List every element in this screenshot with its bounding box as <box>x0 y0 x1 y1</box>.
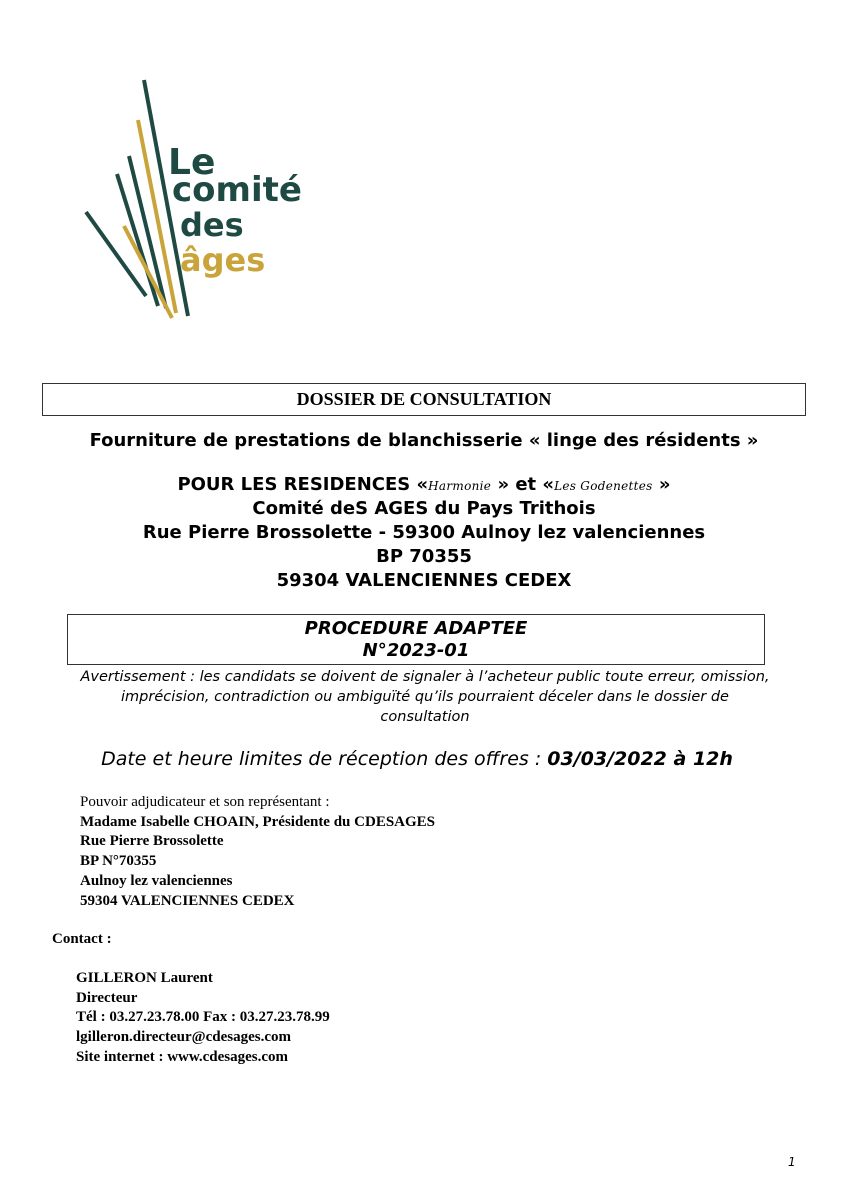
contact-line: Directeur <box>76 989 138 1006</box>
contact-line: GILLERON Laurent <box>76 970 213 986</box>
procedure-box <box>67 614 765 665</box>
residences-line <box>0 474 848 495</box>
logo-text-des: des <box>180 206 244 244</box>
deadline-value: 03/03/2022 à 12h <box>547 748 733 770</box>
logo-text-le: Le <box>168 142 216 183</box>
authority-block <box>80 793 435 911</box>
contact-website: Site internet : www.cdesages.com <box>76 1048 289 1065</box>
deadline-label: Date et heure limites de réception des offres : <box>101 748 548 770</box>
authority-line: Rue Pierre Brossolette <box>80 833 224 850</box>
residence-name-2: Les Godenettes <box>554 479 653 493</box>
logo-text-ages: âges <box>180 241 266 279</box>
subject-line: Fourniture de prestations de blanchisserie « linge des résidents » <box>89 430 759 451</box>
organisation-city: 59304 VALENCIENNES CEDEX <box>276 570 572 591</box>
contact-block <box>76 969 330 1068</box>
organisation-name: Comité deS AGES du Pays Trithois <box>252 498 596 519</box>
authority-line: Madame Isabelle CHOAIN, Présidente du CDESAGES <box>80 813 436 830</box>
title-box <box>42 383 806 416</box>
contact-label: Contact : <box>52 931 112 947</box>
organisation-street: Rue Pierre Brossolette - 59300 Aulnoy lez valenciennes <box>142 522 706 543</box>
authority-line: Aulnoy lez valenciennes <box>80 872 233 889</box>
page-number: 1 <box>788 1155 796 1169</box>
residences-middle: » et « <box>491 474 555 495</box>
contact-email: lgilleron.directeur@cdesages.com <box>76 1029 292 1046</box>
logo-text-comite: comité <box>172 170 302 210</box>
organisation-bp: BP 70355 <box>376 546 472 567</box>
procedure-number: N°2023-01 <box>362 640 470 661</box>
authority-line: 59304 VALENCIENNES CEDEX <box>80 892 295 909</box>
cdesages-logo <box>80 78 320 323</box>
deadline-line <box>0 748 834 770</box>
contact-line: Tél : 03.27.23.78.00 Fax : 03.27.23.78.99 <box>76 1009 330 1026</box>
residences-prefix: POUR LES RESIDENCES « <box>177 474 429 495</box>
procedure-type: PROCEDURE ADAPTEE <box>304 618 528 639</box>
authority-label: Pouvoir adjudicateur et son représentant : <box>80 794 330 810</box>
document-title: DOSSIER DE CONSULTATION <box>296 389 552 409</box>
authority-line: BP N°70355 <box>80 853 157 870</box>
residence-name-1: Harmonie <box>428 479 492 493</box>
residences-suffix: » <box>652 474 671 495</box>
warning-text: Avertissement : les candidats se doivent de signaler à l’acheteur public toute erreur, omission, imprécision, contradiction ou ambiguïté qu’ils pourraient déceler dans le dossier de consultation <box>80 669 770 725</box>
